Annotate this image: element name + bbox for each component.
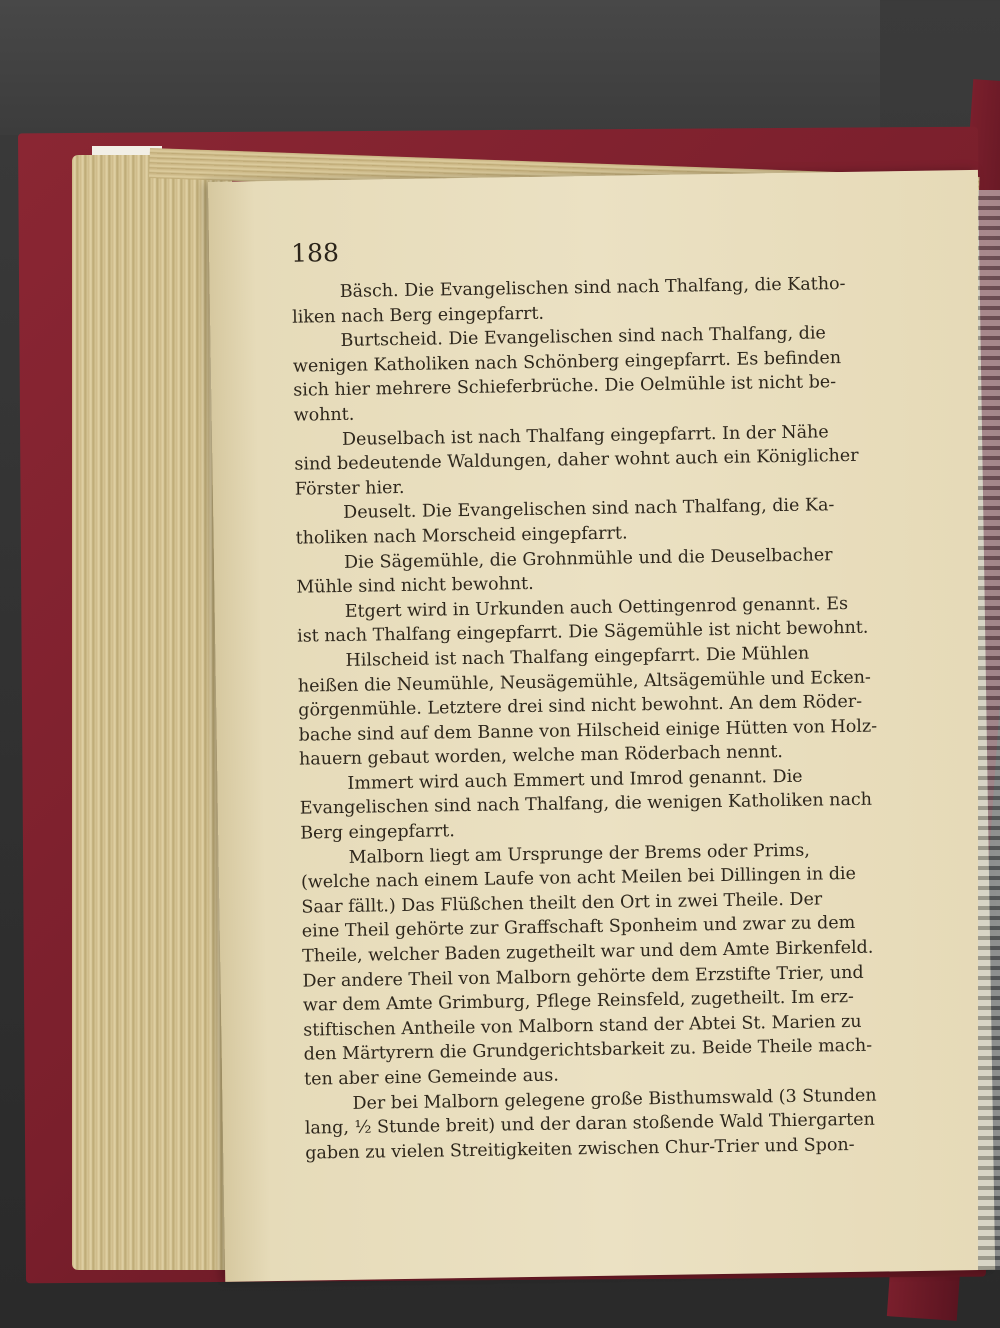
- background-shelf: [0, 0, 880, 135]
- page-number: 188: [290, 237, 340, 268]
- text-line: eine Theil gehörte zur Graffschaft Sponheim und zwar zu dem: [301, 913, 856, 943]
- text-line: ten aber eine Gemeinde aus.: [303, 1065, 560, 1090]
- text-line: liken nach Berg eingepfarrt.: [291, 303, 545, 328]
- text-line: Immert wird auch Emmert und Imrod genannt. Die: [347, 766, 803, 794]
- text-line: Theile, welcher Baden zugetheilt war und dem Amte Birkenfeld.: [302, 937, 874, 967]
- text-line: Die Sägemühle, die Grohnmühle und die Deuselbacher: [343, 544, 833, 573]
- text-line: gaben zu vielen Streitigkeiten zwischen Chur-Trier und Spon-: [305, 1134, 855, 1164]
- text-line: görgenmühle. Letztere drei sind nicht bewohnt. An dem Röder-: [298, 691, 863, 721]
- page-text: [292, 271, 946, 1166]
- text-line: Der andere Theil von Malborn gehörte dem Erzstifte Trier, und: [302, 962, 864, 992]
- text-line: tholiken nach Morscheid eingepfarrt.: [295, 523, 628, 549]
- text-line: Der bei Malborn gelegene große Bisthumswald (3 Stunden: [352, 1085, 877, 1114]
- text-line: Mühle sind nicht bewohnt.: [296, 574, 534, 598]
- text-line: bache sind auf dem Banne von Hilscheid einige Hütten von Holz-: [298, 716, 878, 746]
- text-line: Malborn liegt am Ursprunge der Brems oder Prims,: [348, 840, 810, 868]
- text-line: Deuselbach ist nach Thalfang eingepfarrt. In der Nähe: [341, 421, 829, 450]
- text-line: lang, ½ Stunde breit) und der daran stoßende Wald Thiergarten: [304, 1109, 875, 1139]
- text-line: den Märtyrern die Grundgerichtsbarkeit zu. Beide Theile mach-: [303, 1036, 873, 1066]
- text-line: war dem Amte Grimburg, Pflege Reinsfeld, zugetheilt. Im erz-: [302, 987, 855, 1016]
- text-line: Burtscheid. Die Evangelischen sind nach Thalfang, die: [340, 323, 826, 352]
- page-edges: [72, 155, 232, 1270]
- text-line: Förster hier.: [294, 477, 405, 500]
- text-line: sich hier mehrere Schieferbrüche. Die Oelmühle ist nicht be-: [293, 372, 837, 402]
- text-line: wenigen Katholiken nach Schönberg eingepfarrt. Es befinden: [292, 347, 842, 377]
- text-line: (welche nach einem Laufe von acht Meilen bei Dillingen in die: [300, 864, 857, 893]
- text-line: Evangelischen sind nach Thalfang, die wenigen Katholiken nach: [299, 790, 873, 820]
- text-line: Etgert wird in Urkunden auch Oettingenrod genannt. Es: [344, 593, 849, 622]
- text-line: sind bedeutende Waldungen, daher wohnt auch ein Königlicher: [294, 445, 859, 475]
- text-line: heißen die Neumühle, Neusägemühle, Altsägemühle und Ecken-: [297, 667, 872, 697]
- text-line: hauern gebaut worden, welche man Röderbach nennt.: [298, 742, 784, 770]
- text-line: Saar fällt.) Das Flüßchen theilt den Ort in zwei Theile. Der: [301, 889, 823, 918]
- text-line: ist nach Thalfang eingepfarrt. Die Sägemühle ist nicht bewohnt.: [297, 617, 869, 647]
- text-line: wohnt.: [293, 404, 355, 426]
- book-page: [208, 170, 995, 1282]
- text-line: Bäsch. Die Evangelischen sind nach Thalfang, die Katho-: [339, 274, 846, 302]
- text-line: Hilscheid ist nach Thalfang eingepfarrt. Die Mühlen: [345, 643, 810, 671]
- text-line: Berg eingepfarrt.: [300, 821, 455, 844]
- text-line: Deuselt. Die Evangelischen sind nach Thalfang, die Ka-: [343, 495, 835, 524]
- binding-thread: [978, 190, 1000, 1270]
- text-line: stiftischen Antheile von Malborn stand der Abtei St. Marien zu: [303, 1011, 862, 1041]
